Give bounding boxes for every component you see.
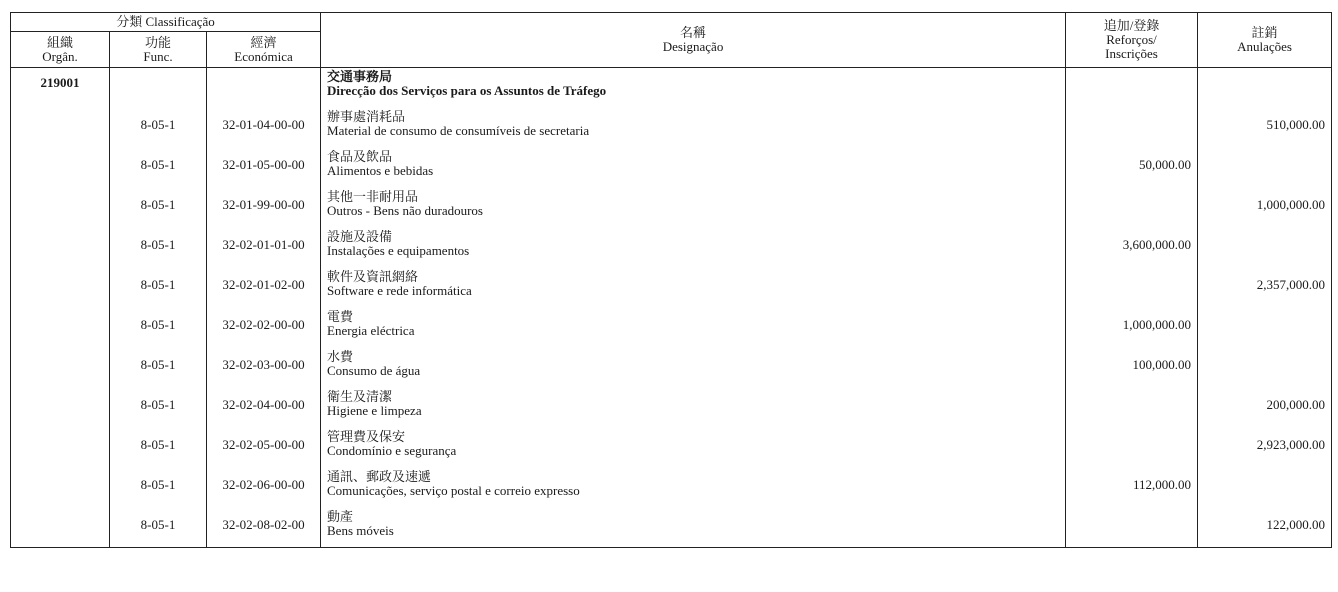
economic-code: 32-02-03-00-00 xyxy=(207,348,321,388)
table-row xyxy=(11,468,1332,508)
designation-zh: 管理費及保安 xyxy=(327,428,406,444)
designation-zh: 設施及設備 xyxy=(327,228,393,244)
designation-pt: Condomínio e segurança xyxy=(327,442,457,458)
designation-pt: Energia eléctrica xyxy=(327,322,415,338)
designation-pt: Comunicações, serviço postal e correio expresso xyxy=(327,482,580,498)
designation-cell xyxy=(321,188,1066,228)
cancellation-amount xyxy=(1198,308,1332,348)
designation-header-pt: Designação xyxy=(662,39,724,54)
organ-header xyxy=(11,32,110,68)
cancellations-header-pt: Anulações xyxy=(1237,39,1292,54)
function-code: 8-05-1 xyxy=(110,308,207,348)
organ-cell xyxy=(11,348,110,388)
function-code: 8-05-1 xyxy=(110,228,207,268)
designation-zh: 食品及飲品 xyxy=(327,148,393,164)
designation-header xyxy=(321,13,1066,68)
designation-header-zh: 名稱 xyxy=(680,25,707,40)
designation-cell xyxy=(321,428,1066,468)
reinforcement-amount xyxy=(1066,508,1198,548)
organ-header-pt: Orgân. xyxy=(42,48,78,64)
economic-code: 32-02-08-02-00 xyxy=(207,508,321,548)
designation-cell xyxy=(321,148,1066,188)
organ-name-pt: Direcção dos Serviços para os Assuntos de Tráfego xyxy=(327,83,607,98)
reinforcement-amount: 3,600,000.00 xyxy=(1066,228,1198,268)
cancellation-amount: 2,357,000.00 xyxy=(1198,268,1332,308)
cancellation-amount xyxy=(1198,148,1332,188)
organ-cell xyxy=(11,148,110,188)
designation-pt: Instalações e equipamentos xyxy=(327,242,470,258)
organ-cell xyxy=(11,108,110,148)
designation-zh: 水費 xyxy=(327,348,354,364)
organ-cell xyxy=(11,468,110,508)
table-row xyxy=(11,508,1332,548)
table-row xyxy=(11,428,1332,468)
economic-code: 32-02-01-01-00 xyxy=(207,228,321,268)
designation-cell xyxy=(321,308,1066,348)
budget-table xyxy=(10,12,1332,548)
organ-cell xyxy=(11,228,110,268)
organ-name-zh: 交通事務局 xyxy=(327,69,393,84)
reinforcement-amount xyxy=(1066,108,1198,148)
designation-cell xyxy=(321,348,1066,388)
function-header-zh: 功能 xyxy=(144,34,171,50)
classification-header: 分類 Classificação xyxy=(11,13,321,32)
reinforcement-amount: 112,000.00 xyxy=(1066,468,1198,508)
cancellation-amount: 2,923,000.00 xyxy=(1198,428,1332,468)
reinforcement-amount xyxy=(1066,268,1198,308)
economic-code: 32-02-04-00-00 xyxy=(207,388,321,428)
function-header-pt: Func. xyxy=(143,48,173,64)
designation-pt: Software e rede informática xyxy=(327,282,472,298)
reinforcement-amount xyxy=(1066,388,1198,428)
organ-designation xyxy=(321,68,1066,108)
economic-header xyxy=(207,32,321,68)
cancellations-header-zh: 註銷 xyxy=(1251,25,1278,40)
function-code: 8-05-1 xyxy=(110,388,207,428)
cancellation-amount xyxy=(1198,228,1332,268)
function-code: 8-05-1 xyxy=(110,348,207,388)
organ-func-cell xyxy=(110,68,207,108)
table-row xyxy=(11,148,1332,188)
designation-zh: 通訊、郵政及速遞 xyxy=(327,468,432,484)
function-code: 8-05-1 xyxy=(110,188,207,228)
organ-header-zh: 組織 xyxy=(46,34,73,50)
function-code: 8-05-1 xyxy=(110,108,207,148)
organ-econ-cell xyxy=(207,68,321,108)
economic-code: 32-01-04-00-00 xyxy=(207,108,321,148)
table-row xyxy=(11,388,1332,428)
organ-cell xyxy=(11,428,110,468)
organ-cell xyxy=(11,308,110,348)
designation-zh: 辦事處消耗品 xyxy=(327,108,406,124)
economic-code: 32-02-06-00-00 xyxy=(207,468,321,508)
reinforcement-amount xyxy=(1066,188,1198,228)
economic-header-pt: Económica xyxy=(234,48,293,64)
organ-cell xyxy=(11,268,110,308)
table-row xyxy=(11,188,1332,228)
function-code: 8-05-1 xyxy=(110,428,207,468)
designation-pt: Outros - Bens não duradouros xyxy=(327,202,483,218)
designation-cell xyxy=(321,228,1066,268)
reinforcements-header-pt2: Inscrições xyxy=(1105,46,1158,61)
economic-code: 32-02-01-02-00 xyxy=(207,268,321,308)
cancellation-amount: 1,000,000.00 xyxy=(1198,188,1332,228)
designation-cell xyxy=(321,388,1066,428)
function-code: 8-05-1 xyxy=(110,268,207,308)
reinforcements-header-zh: 追加/登錄 xyxy=(1103,18,1160,33)
function-code: 8-05-1 xyxy=(110,468,207,508)
designation-pt: Bens móveis xyxy=(327,522,394,538)
cancellation-amount: 200,000.00 xyxy=(1198,388,1332,428)
reinforcements-header xyxy=(1066,13,1198,68)
designation-zh: 其他一非耐用品 xyxy=(327,188,419,204)
table-row xyxy=(11,268,1332,308)
reinforcement-amount xyxy=(1066,428,1198,468)
cancellation-amount xyxy=(1198,348,1332,388)
designation-pt: Higiene e limpeza xyxy=(327,402,422,418)
designation-cell xyxy=(321,268,1066,308)
function-code: 8-05-1 xyxy=(110,148,207,188)
cancellations-header xyxy=(1198,13,1332,68)
designation-pt: Consumo de água xyxy=(327,362,421,378)
designation-pt: Alimentos e bebidas xyxy=(327,162,434,178)
designation-pt: Material de consumo de consumíveis de secretaria xyxy=(327,122,590,138)
designation-zh: 軟件及資訊網絡 xyxy=(327,268,419,284)
reinforcements-header-pt1: Reforços/ xyxy=(1106,32,1157,47)
designation-zh: 電費 xyxy=(327,308,354,324)
designation-cell xyxy=(321,468,1066,508)
table-body xyxy=(11,68,1332,548)
reinforcement-amount: 50,000.00 xyxy=(1066,148,1198,188)
organ-cell xyxy=(11,188,110,228)
table-header xyxy=(11,13,1332,68)
cancellation-amount xyxy=(1198,468,1332,508)
organ-row xyxy=(11,68,1332,108)
reinforcement-amount: 1,000,000.00 xyxy=(1066,308,1198,348)
economic-code: 32-01-99-00-00 xyxy=(207,188,321,228)
budget-table-container xyxy=(10,12,1331,548)
function-header xyxy=(110,32,207,68)
economic-code: 32-02-02-00-00 xyxy=(207,308,321,348)
reinforcement-amount: 100,000.00 xyxy=(1066,348,1198,388)
function-code: 8-05-1 xyxy=(110,508,207,548)
cancellation-amount: 122,000.00 xyxy=(1198,508,1332,548)
economic-code: 32-02-05-00-00 xyxy=(207,428,321,468)
designation-zh: 動產 xyxy=(327,508,354,524)
organ-cancellation-cell xyxy=(1198,68,1332,108)
organ-code: 219001 xyxy=(11,68,110,108)
table-row xyxy=(11,308,1332,348)
designation-cell xyxy=(321,508,1066,548)
economic-code: 32-01-05-00-00 xyxy=(207,148,321,188)
table-row xyxy=(11,348,1332,388)
organ-cell xyxy=(11,388,110,428)
organ-reinforcement-cell xyxy=(1066,68,1198,108)
cancellation-amount: 510,000.00 xyxy=(1198,108,1332,148)
designation-cell xyxy=(321,108,1066,148)
organ-cell xyxy=(11,508,110,548)
table-row xyxy=(11,228,1332,268)
economic-header-zh: 經濟 xyxy=(250,34,277,50)
table-row xyxy=(11,108,1332,148)
designation-zh: 衛生及清潔 xyxy=(327,388,393,404)
